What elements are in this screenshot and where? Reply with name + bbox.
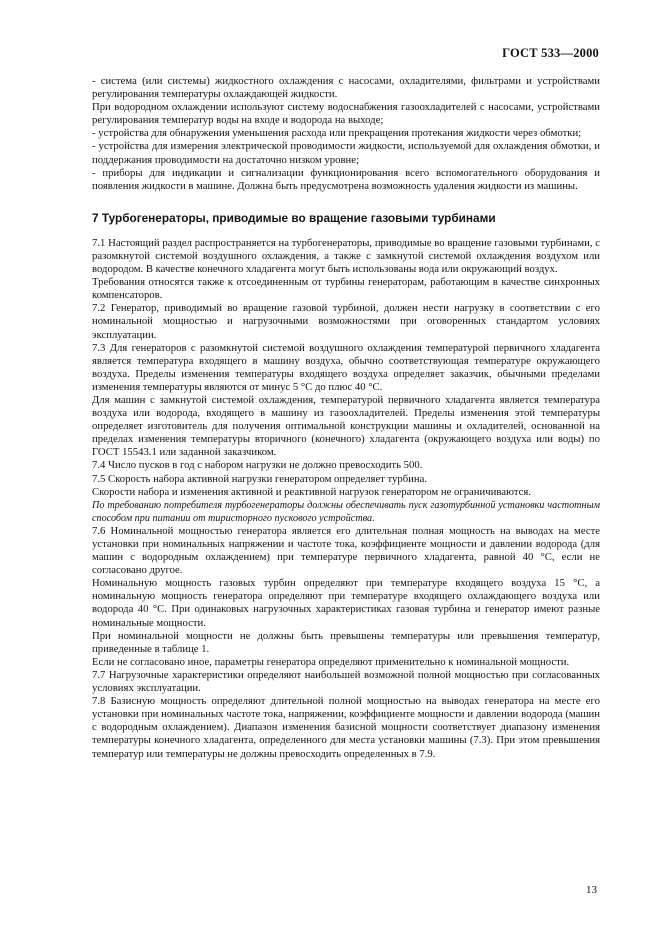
paragraph: 7.3 Для генераторов с разомкнутой системой воздушного охлаждения температурой первичного хладагента является температура входящего в машину воздуха, обычно соответствующая температуре окружающего воздуха. Пределы изменения температуры входящего воздуха определяет заказчик, обычными пределами изменения температуры являются от минус 5 °С до плюс 40 °С. <box>92 341 600 393</box>
paragraph: 7.7 Нагрузочные характеристики определяют наибольшей возможной полной мощностью при согласованных условиях эксплуатации. <box>92 668 600 695</box>
paragraph: - система (или системы) жидкостного охлаждения с насосами, охладителями, фильтрами и устройствами регулирования температуры охлаждающей жидкости. <box>92 75 600 101</box>
paragraph: При номинальной мощности не должны быть превышены температуры или превышения температур, приведенные в таблице 1. <box>92 629 600 655</box>
paragraph: 7.1 Настоящий раздел распространяется на турбогенераторы, приводимые во вращение газовыми турбинами, с разомкнутой системой воздушного охлаждения, а также с замкнутой системой охлаждения воздухом или водородом. В качестве конечного хладагента могут быть использованы вода или окружающий воздух. <box>92 236 600 276</box>
section-title: 7 Турбогенераторы, приводимые во вращение газовыми турбинами <box>92 210 496 225</box>
paragraph: - устройства для обнаружения уменьшения расхода или прекращения протекания жидкости через обмотки; <box>92 127 582 140</box>
paragraph: 7.8 Базисную мощность определяют длительной полной мощностью на выводах генератора на месте его установки при номинальных частоте тока, напряжении, коэффициенте мощности и давлении водорода (машин с водородным охлаждением). Диапазон изменения базисной мощности соответствует диапазону изменения температуры конечного хладагента, определенного для места установки машины (7.3). При этом превышения температур или температуры не должны превосходить определенных в 7.9. <box>92 695 600 760</box>
document-body <box>92 75 600 761</box>
paragraph: При водородном охлаждении используют систему водоснабжения газоохладителей с насосами, устройствами регулирования температур воды на входе и водорода на выходе; <box>92 101 600 127</box>
paragraph: 7.2 Генератор, приводимый во вращение газовой турбиной, должен нести нагрузку в соответствии с его номинальной мощностью и нагрузочными возможностями при оговоренных стандартом условиях эксплуатации. <box>92 302 600 341</box>
paragraph: 7.5 Скорость набора активной нагрузки генератором определяет турбина. <box>92 472 428 485</box>
standard-header: ГОСТ 533—2000 <box>502 46 599 60</box>
italic-note: По требованию потребителя турбогенераторы должны обеспечивать пуск газотурбинной установки частотным способом при питании от тиристорного пускового устройства. <box>92 499 600 524</box>
paragraph: Скорости набора и изменения активной и реактивной нагрузок генератором не ограничиваются. <box>92 485 531 498</box>
paragraph: 7.6 Номинальной мощностью генератора является его длительная полная мощность на выводах на месте установки при номинальных напряжении и частоте тока, коэффициенте мощности и давлении водорода (для машин с водородным охлаждением) при температуре первичного хладагента, равной 40 °С, если не согласовано другое. <box>92 524 600 577</box>
paragraph: 7.4 Число пусков в год с набором нагрузки не должно превосходить 500. <box>92 459 423 472</box>
page-number: 13 <box>586 884 597 896</box>
paragraph: Если не согласовано иное, параметры генератора определяют применительно к номинальной мощности. <box>92 655 570 668</box>
paragraph: Номинальную мощность газовых турбин определяют при температуре входящего воздуха 15 °С, а номинальную мощность генератора определяют при температуре входящего охлаждающего воздуха или водорода 40 °С. При одинаковых нагрузочных характеристиках газовая турбина и генератор имеют разные номинальные мощности. <box>92 577 600 629</box>
paragraph: Требования относятся также к отсоединенным от турбины генераторам, работающим в качестве синхронных компенсаторов. <box>92 276 600 302</box>
paragraph: - устройства для измерения электрической проводимости жидкости, используемой для охлаждения обмотки, и поддержания проводимости на достаточно низком уровне; <box>92 140 600 166</box>
paragraph: - приборы для индикации и сигнализации функционирования всего вспомогательного оборудования и появления жидкости в машине. Должна быть предусмотрена возможность удаления жидкости из машины. <box>92 166 600 192</box>
paragraph: Для машин с замкнутой системой охлаждения, температурой первичного хладагента является температура воздуха или водорода, входящего в машину из газоохладителей. Пределы изменения этой температуры определяет изготовитель для получения оптимальной конструкции машины и охладителей, основанной на пределах изменения температуры вторичного (конечного) хладагента (окружающего воздуха или воды) по ГОСТ 15543.1 или заданной заказчиком. <box>92 393 600 459</box>
